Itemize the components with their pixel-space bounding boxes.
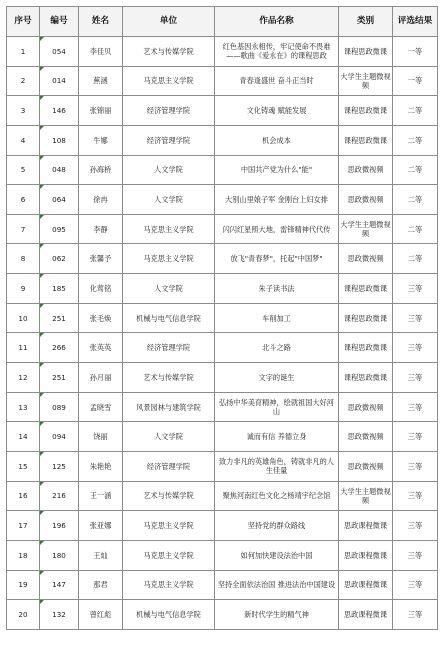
cell-id: 180 <box>40 540 79 570</box>
cell-id: 048 <box>40 155 79 185</box>
cell-title: 弘扬中华美育精神，绘就祖国大好河山 <box>215 392 339 422</box>
cell-id: 014 <box>40 66 79 96</box>
cell-seq: 12 <box>7 363 40 393</box>
cell-unit: 机械与电气信息学院 <box>123 600 215 630</box>
table-row <box>7 37 438 67</box>
cell-name: 朱艳艳 <box>79 451 123 481</box>
cell-name: 曾红彪 <box>79 600 123 630</box>
cell-result: 三等 <box>393 303 438 333</box>
cell-result: 三等 <box>393 481 438 511</box>
table-row <box>7 422 438 452</box>
cell-name: 饶丽 <box>79 422 123 452</box>
cell-title: 红色基因永相传，牢记使命不畏难——歌曲《爱永在》的课程思政 <box>215 37 339 67</box>
cell-result: 二等 <box>393 214 438 244</box>
cell-name: 孙月丽 <box>79 363 123 393</box>
cell-id: 132 <box>40 600 79 630</box>
cell-category: 课程思政微课 <box>339 274 393 304</box>
header-name: 姓名 <box>79 7 123 37</box>
cell-unit: 马克思主义学院 <box>123 540 215 570</box>
cell-id: 095 <box>40 214 79 244</box>
cell-name: 牛娜 <box>79 125 123 155</box>
cell-seq: 10 <box>7 303 40 333</box>
cell-title: 文字的诞生 <box>215 363 339 393</box>
cell-result: 二等 <box>393 185 438 215</box>
cell-category: 思政微视频 <box>339 244 393 274</box>
table-row <box>7 303 438 333</box>
cell-name: 张锦丽 <box>79 96 123 126</box>
cell-unit: 艺术与传媒学院 <box>123 363 215 393</box>
cell-result: 一等 <box>393 66 438 96</box>
cell-title: 机会成本 <box>215 125 339 155</box>
cell-category: 大学生主题微视频 <box>339 66 393 96</box>
cell-unit: 艺术与传媒学院 <box>123 481 215 511</box>
cell-title: 放飞"青春梦"，托起"中国梦" <box>215 244 339 274</box>
header-unit: 单位 <box>123 7 215 37</box>
cell-seq: 2 <box>7 66 40 96</box>
cell-result: 二等 <box>393 155 438 185</box>
cell-name: 张亚娜 <box>79 511 123 541</box>
table-row <box>7 540 438 570</box>
cell-id: 054 <box>40 37 79 67</box>
cell-name: 孙海桥 <box>79 155 123 185</box>
header-row <box>7 7 438 37</box>
cell-seq: 8 <box>7 244 40 274</box>
cell-result: 三等 <box>393 333 438 363</box>
cell-unit: 人文学院 <box>123 274 215 304</box>
cell-seq: 15 <box>7 451 40 481</box>
awards-table <box>6 6 438 630</box>
cell-category: 思政微视频 <box>339 155 393 185</box>
cell-result: 三等 <box>393 511 438 541</box>
cell-id: 185 <box>40 274 79 304</box>
cell-title: 如何加快建设法治中国 <box>215 540 339 570</box>
table-row <box>7 155 438 185</box>
cell-id: 089 <box>40 392 79 422</box>
table-row <box>7 511 438 541</box>
cell-result: 三等 <box>393 274 438 304</box>
cell-seq: 16 <box>7 481 40 511</box>
table-row <box>7 66 438 96</box>
table-row <box>7 244 438 274</box>
cell-category: 思政课程微课 <box>339 540 393 570</box>
cell-unit: 马克思主义学院 <box>123 244 215 274</box>
cell-seq: 4 <box>7 125 40 155</box>
cell-category: 思政微视频 <box>339 451 393 481</box>
cell-unit: 经济管理学院 <box>123 96 215 126</box>
cell-id: 094 <box>40 422 79 452</box>
cell-name: 王一涵 <box>79 481 123 511</box>
header-result: 评选结果 <box>393 7 438 37</box>
table-row <box>7 96 438 126</box>
cell-seq: 19 <box>7 570 40 600</box>
cell-title: 朱子读书法 <box>215 274 339 304</box>
cell-title: 致力非凡的英雄角色，铸就非凡的人生佳量 <box>215 451 339 481</box>
cell-seq: 5 <box>7 155 40 185</box>
cell-result: 三等 <box>393 540 438 570</box>
table-row <box>7 363 438 393</box>
cell-name: 化莺铭 <box>79 274 123 304</box>
cell-category: 思政课程微课 <box>339 600 393 630</box>
cell-seq: 6 <box>7 185 40 215</box>
cell-title: 聚焦河南红色文化之杨靖宇纪念馆 <box>215 481 339 511</box>
cell-unit: 马克思主义学院 <box>123 66 215 96</box>
header-category: 类别 <box>339 7 393 37</box>
cell-unit: 经济管理学院 <box>123 125 215 155</box>
cell-category: 课程思政微课 <box>339 37 393 67</box>
cell-category: 课程思政微课 <box>339 125 393 155</box>
cell-title: 闪闪红星照大地，雷锋精神代代传 <box>215 214 339 244</box>
cell-seq: 14 <box>7 422 40 452</box>
cell-category: 思政微视频 <box>339 185 393 215</box>
cell-result: 三等 <box>393 570 438 600</box>
cell-category: 大学生主题微视频 <box>339 481 393 511</box>
cell-result: 二等 <box>393 125 438 155</box>
cell-category: 思政微视频 <box>339 392 393 422</box>
cell-id: 216 <box>40 481 79 511</box>
cell-category: 课程思政微课 <box>339 363 393 393</box>
cell-unit: 马克思主义学院 <box>123 570 215 600</box>
cell-result: 三等 <box>393 363 438 393</box>
cell-name: 李佳贝 <box>79 37 123 67</box>
cell-title: 大别山里娘子军 金刚台上妇女排 <box>215 185 339 215</box>
cell-category: 思政课程微课 <box>339 570 393 600</box>
cell-result: 三等 <box>393 422 438 452</box>
cell-name: 王灿 <box>79 540 123 570</box>
cell-id: 064 <box>40 185 79 215</box>
cell-id: 196 <box>40 511 79 541</box>
cell-seq: 13 <box>7 392 40 422</box>
cell-name: 张毛焕 <box>79 303 123 333</box>
cell-id: 147 <box>40 570 79 600</box>
cell-title: 车削加工 <box>215 303 339 333</box>
cell-category: 思政课程微课 <box>339 511 393 541</box>
cell-id: 125 <box>40 451 79 481</box>
cell-name: 张英英 <box>79 333 123 363</box>
cell-unit: 人文学院 <box>123 155 215 185</box>
cell-title: 诚而有信 养德立身 <box>215 422 339 452</box>
cell-id: 108 <box>40 125 79 155</box>
cell-id: 251 <box>40 303 79 333</box>
cell-category: 课程思政微课 <box>339 333 393 363</box>
cell-title: 坚持全面依法治国 推进法治中国建设 <box>215 570 339 600</box>
cell-title: 中国共产党为什么"能" <box>215 155 339 185</box>
cell-seq: 18 <box>7 540 40 570</box>
cell-name: 蕉涵 <box>79 66 123 96</box>
cell-id: 266 <box>40 333 79 363</box>
cell-result: 二等 <box>393 96 438 126</box>
table-row <box>7 274 438 304</box>
cell-title: 新时代学生的精气神 <box>215 600 339 630</box>
table-row <box>7 451 438 481</box>
cell-id: 251 <box>40 363 79 393</box>
table-row <box>7 185 438 215</box>
header-title: 作品名称 <box>215 7 339 37</box>
cell-category: 思政微视频 <box>339 422 393 452</box>
cell-name: 徐冉 <box>79 185 123 215</box>
table-row <box>7 481 438 511</box>
cell-result: 三等 <box>393 600 438 630</box>
table-row <box>7 214 438 244</box>
cell-seq: 3 <box>7 96 40 126</box>
cell-unit: 机械与电气信息学院 <box>123 303 215 333</box>
cell-title: 青春逢盛世 奋斗正当时 <box>215 66 339 96</box>
cell-unit: 马克思主义学院 <box>123 214 215 244</box>
cell-category: 课程思政微课 <box>339 303 393 333</box>
header-id: 编号 <box>40 7 79 37</box>
table-row <box>7 333 438 363</box>
cell-result: 一等 <box>393 37 438 67</box>
table-row <box>7 600 438 630</box>
cell-seq: 11 <box>7 333 40 363</box>
cell-name: 李静 <box>79 214 123 244</box>
cell-seq: 20 <box>7 600 40 630</box>
cell-name: 那君 <box>79 570 123 600</box>
cell-name: 孟晓雪 <box>79 392 123 422</box>
table-row <box>7 392 438 422</box>
cell-result: 三等 <box>393 392 438 422</box>
cell-id: 146 <box>40 96 79 126</box>
cell-unit: 人文学院 <box>123 422 215 452</box>
cell-category: 课程思政微课 <box>339 96 393 126</box>
cell-unit: 人文学院 <box>123 185 215 215</box>
cell-seq: 7 <box>7 214 40 244</box>
table-row <box>7 570 438 600</box>
cell-unit: 风景园林与建筑学院 <box>123 392 215 422</box>
cell-result: 二等 <box>393 244 438 274</box>
cell-result: 三等 <box>393 451 438 481</box>
cell-title: 坚持党的群众路线 <box>215 511 339 541</box>
header-seq: 序号 <box>7 7 40 37</box>
cell-unit: 艺术与传媒学院 <box>123 37 215 67</box>
cell-unit: 马克思主义学院 <box>123 511 215 541</box>
cell-name: 张馨予 <box>79 244 123 274</box>
cell-seq: 9 <box>7 274 40 304</box>
cell-category: 大学生主题微视频 <box>339 214 393 244</box>
cell-unit: 经济管理学院 <box>123 333 215 363</box>
cell-unit: 经济管理学院 <box>123 451 215 481</box>
table-row <box>7 125 438 155</box>
cell-seq: 17 <box>7 511 40 541</box>
cell-seq: 1 <box>7 37 40 67</box>
cell-id: 062 <box>40 244 79 274</box>
cell-title: 北斗之路 <box>215 333 339 363</box>
cell-title: 文化铸魂 赋能发展 <box>215 96 339 126</box>
